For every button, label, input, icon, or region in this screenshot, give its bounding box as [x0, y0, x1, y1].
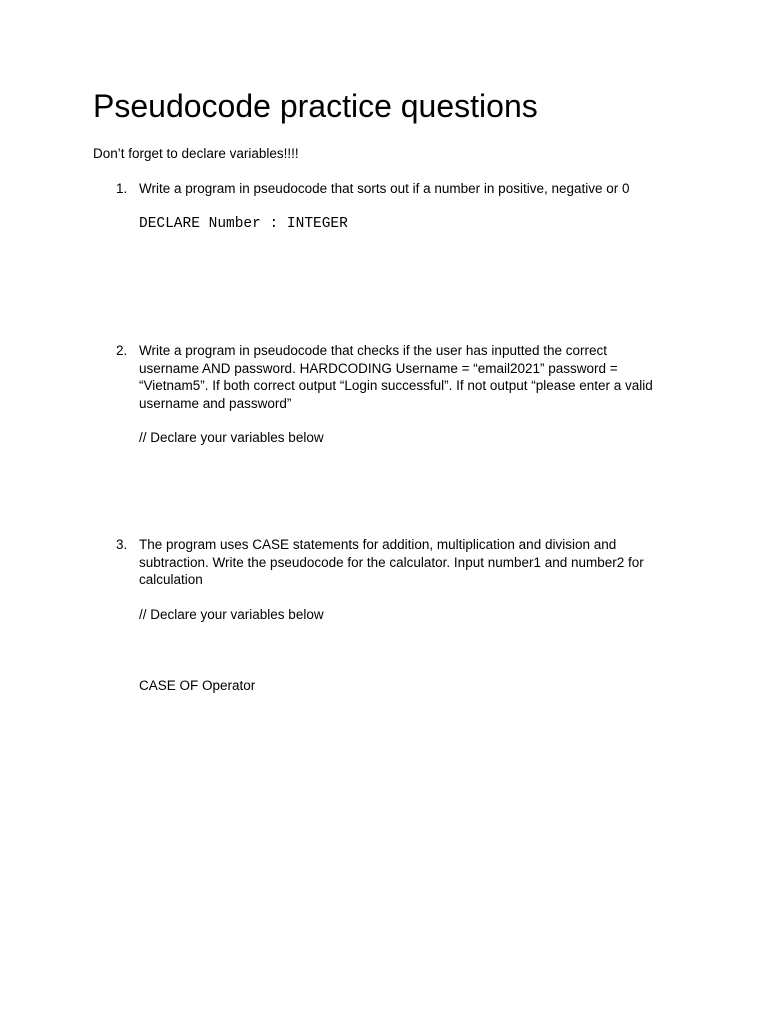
- question-3-number: 3.: [116, 537, 128, 552]
- question-2-number: 2.: [116, 343, 128, 358]
- question-3-case-line: CASE OF Operator: [139, 678, 256, 693]
- question-1-text: Write a program in pseudocode that sorts out if a number in positive, negative or 0: [139, 181, 630, 196]
- question-1-number: 1.: [116, 181, 128, 196]
- question-3-comment: // Declare your variables below: [139, 607, 324, 622]
- question-1-code: DECLARE Number : INTEGER: [139, 216, 348, 232]
- reminder-text: Don’t forget to declare variables!!!!: [93, 146, 299, 161]
- question-2-comment: // Declare your variables below: [139, 430, 324, 445]
- page-title: Pseudocode practice questions: [93, 88, 538, 124]
- question-2-text: Write a program in pseudocode that checks if the user has inputted the correct username AND password. HARDCODING Username = “email2021” password = “Vietnam5”. If both correct output “Login successful”. If not output “please enter a valid username and password”: [139, 343, 653, 411]
- question-3-text: The program uses CASE statements for addition, multiplication and division and subtraction. Write the pseudocode for the calculator. Input number1 and number2 for calculation: [139, 537, 644, 587]
